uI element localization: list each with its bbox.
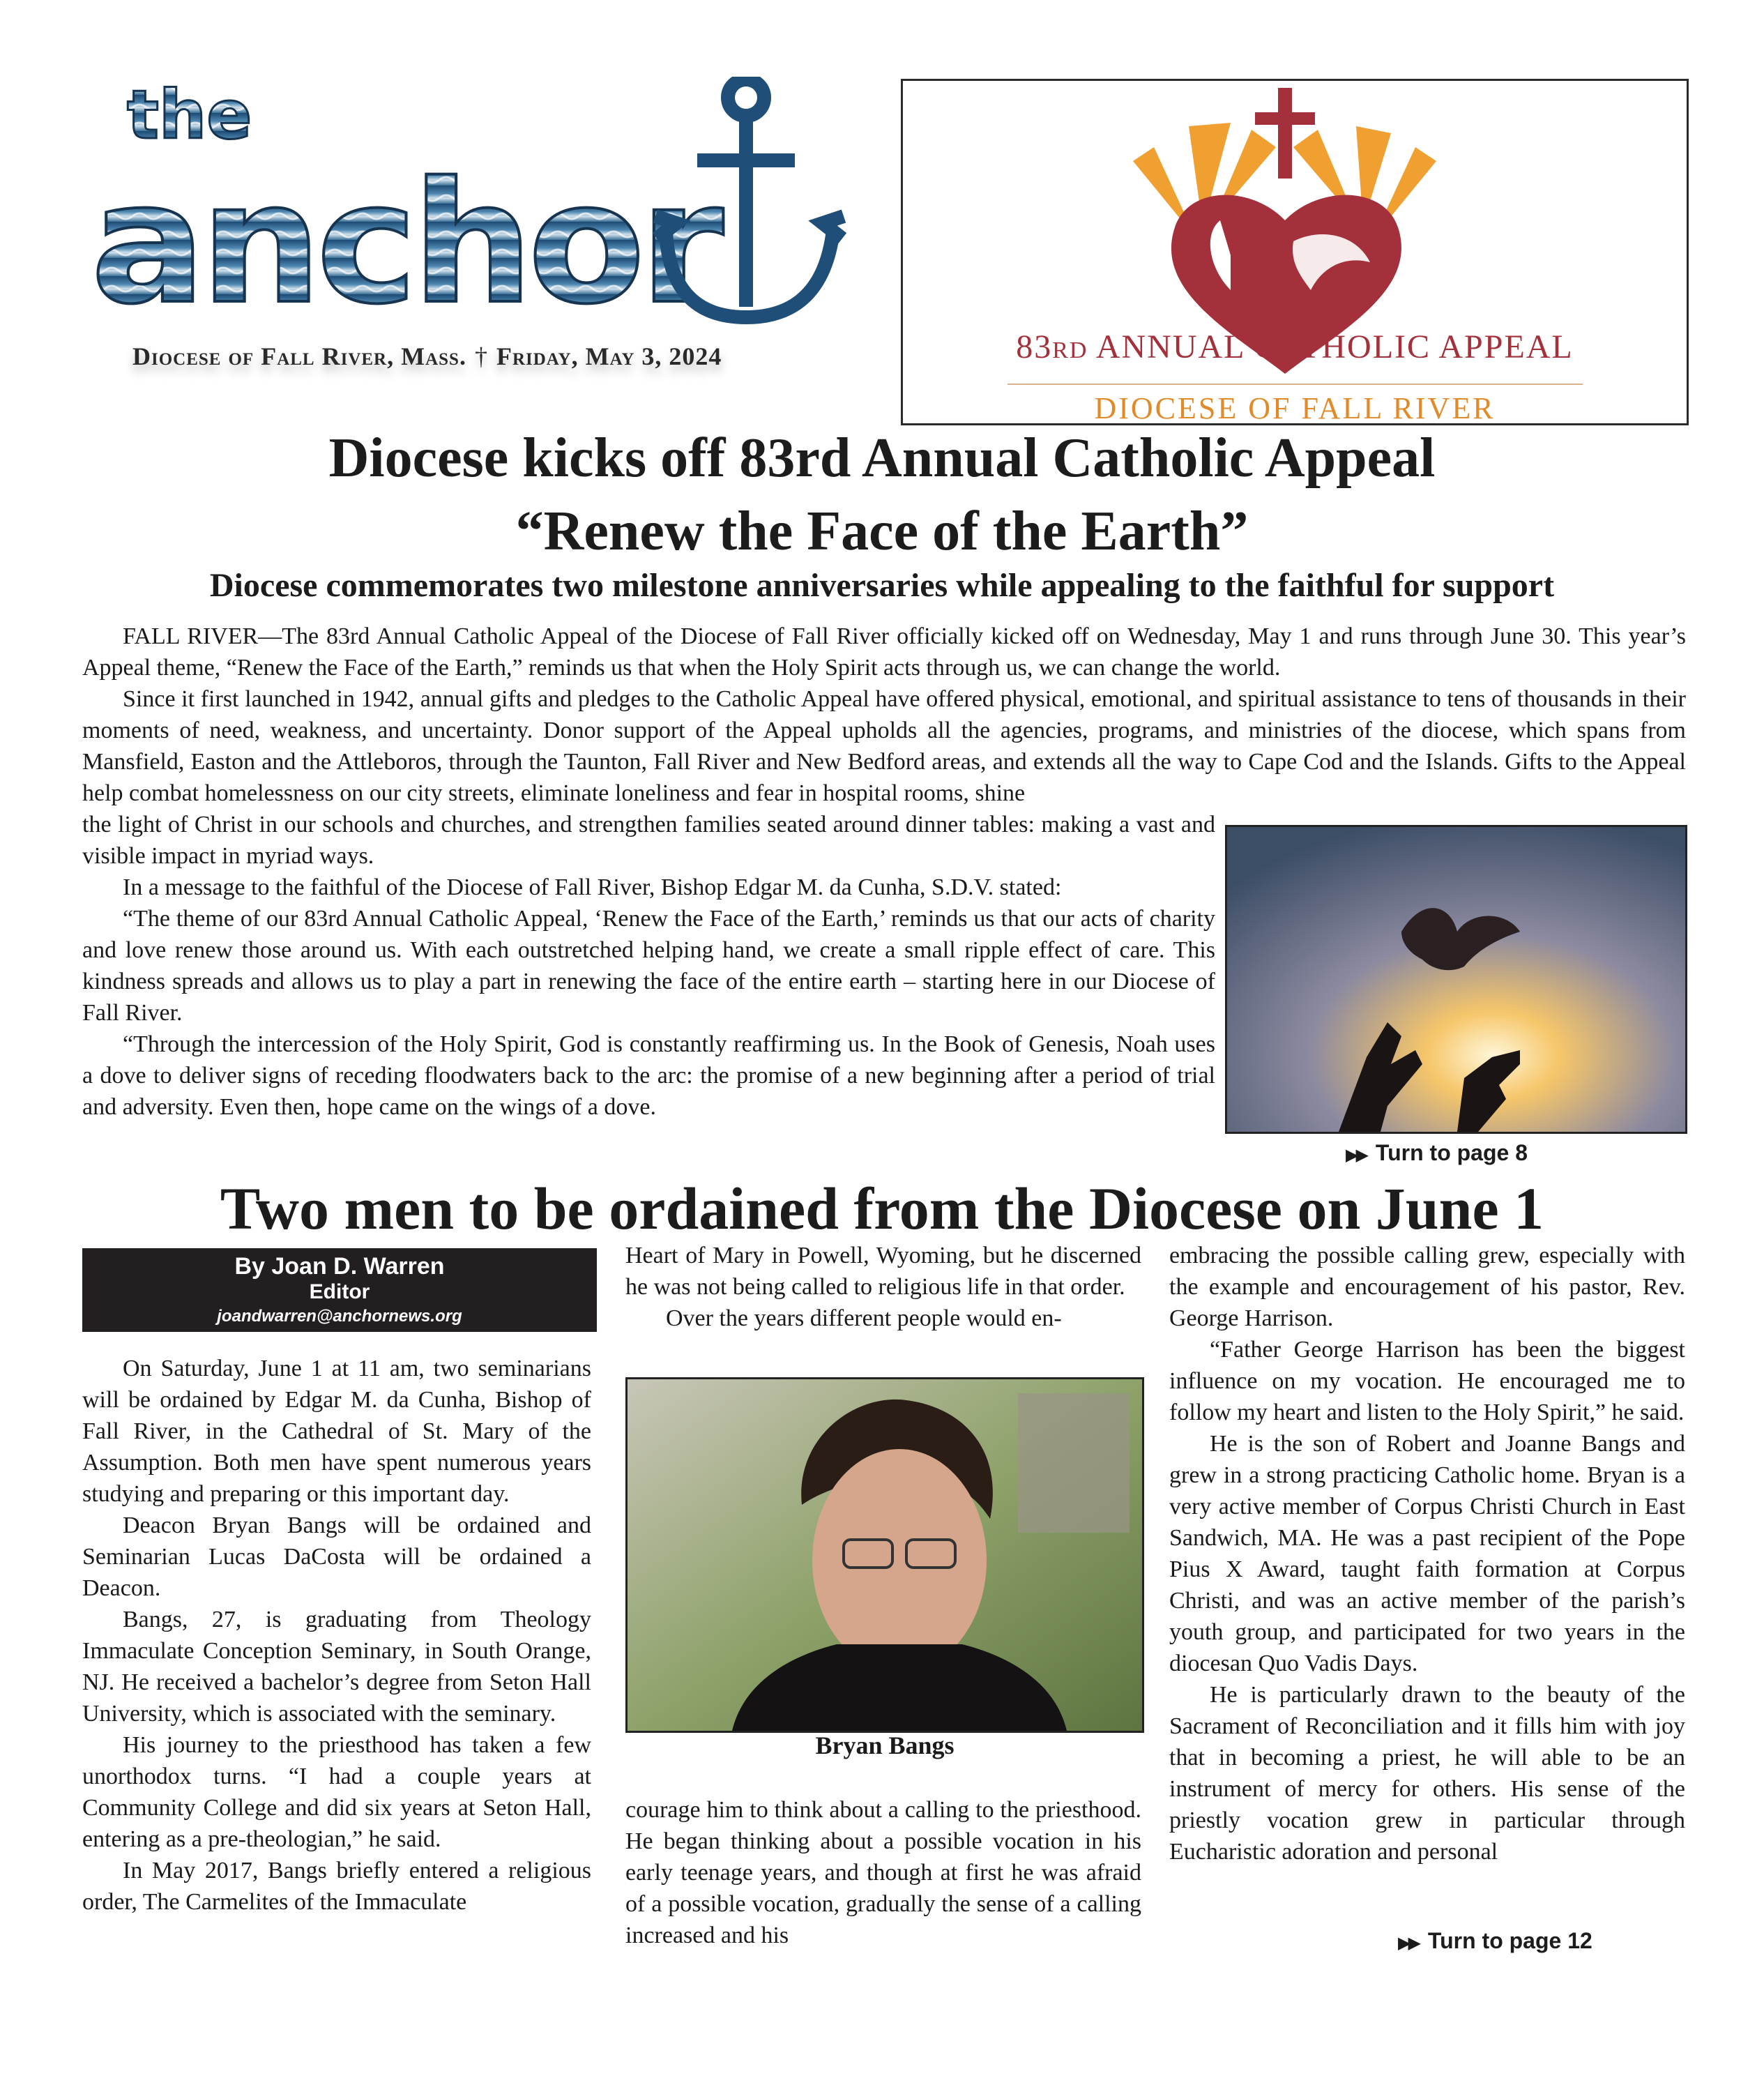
appeal-title [901,328,1689,366]
appeal-title-text: ANNUAL CATHOLIC APPEAL [1095,328,1574,365]
story2-paragraph: His journey to the priesthood has taken a few unorthodox turns. “I had a couple years at Community College and did six years at Seton Hall, entering as a pre-theologian,” he said. [82,1732,591,1852]
story2-paragraph: Over the years different people would en- [666,1305,1062,1331]
byline-author: By Joan D. Warren [234,1253,445,1280]
story2-paragraph: On Saturday, June 1 at 11 am, two seminarians will be ordained by Edgar M. da Cunha, Bishop of Fall River, in the Cathedral of St. Mary of the Assumption. Both men have spent numerous years studying and preparing or this important day. [82,1356,591,1507]
masthead-anchor: anchor [91,146,724,341]
cross-icon [1255,88,1315,179]
byline-box [82,1248,597,1332]
story1-body-full-width [82,621,1686,809]
double-arrow-icon: ▶▶ [1346,1146,1366,1165]
dateline-date: Friday, May 3, 2024 [496,342,722,370]
story2-paragraph: embracing the possible calling grew, especially with the example and encouragement of his pastor, Rev. George Harrison. [1169,1243,1685,1331]
story2-column-1 [82,1353,591,1918]
byline-role: Editor [309,1280,370,1303]
story2-column-2-top [625,1240,1141,1334]
bryan-bangs-photo [625,1377,1144,1733]
turn-to-page-12-link[interactable] [1398,1928,1592,1954]
story1-paragraph: FALL RIVER—The 83rd Annual Catholic Appeal of the Diocese of Fall River officially kicked off on Wednesday, May 1 and runs through June 30. This year’s Appeal theme, “Renew the Face of the Earth,” reminds us that when the Holy Spirit acts through us, we can change the world. [82,623,1686,681]
photo-caption: Bryan Bangs [815,1731,955,1759]
story1-paragraph: the light of Christ in our schools and churches, and strengthen families seated around dinner tables: making a vast and visible impact in myriad ways. [82,812,1215,869]
story1-headline: Diocese kicks off 83rd Annual Catholic Appeal [328,427,1436,489]
story2-paragraph: In May 2017, Bangs briefly entered a religious order, The Carmelites of the Immaculate [82,1858,591,1915]
story2-column-2-bottom [625,1794,1141,1951]
story2-paragraph: “Father George Harrison has been the biggest influence on my vocation. He encouraged me to follow my heart and listen to the Holy Spirit,” he said. [1169,1337,1685,1425]
story2-column-3 [1169,1240,1685,1867]
turn-to-page-8-label: Turn to page 8 [1375,1140,1528,1165]
story2-paragraph: He is the son of Robert and Joanne Bangs and grew in a strong practicing Catholic home. Bryan is a very active member of Corpus Christi Church in East Sandwich, MA. He was a past recipient of the Pope Pius X Award, taught faith formation at Corpus Christi, and was an active member of the parish’s youth group, and participated for two years in the diocesan Quo Vadis Days. [1169,1431,1685,1676]
dove-photo [1225,825,1687,1134]
story2-paragraph: Bangs, 27, is graduating from Theology Immaculate Conception Seminary, in South Orange, NJ. He received a bachelor’s degree from Seton Hall University, which is associated with the seminary. [82,1607,591,1727]
story2-paragraph: He is particularly drawn to the beauty of the Sacrament of Reconciliation and it fills him with joy that in becoming a priest, he will able to be an instrument of mercy for others. His sense of the priestly vocation grew in particular through Eucharistic adoration and personal [1169,1682,1685,1865]
story1-deck: Diocese commemorates two milestone anniversaries while appealing to the faithful for support [209,567,1555,604]
story1-paragraph: In a message to the faithful of the Diocese of Fall River, Bishop Edgar M. da Cunha, S.D.V. stated: [123,874,1062,900]
story1-paragraph: “Through the intercession of the Holy Spirit, God is constantly reaffirming us. In the Book of Genesis, Noah uses a dove to deliver signs of receding floodwaters back to the arc: the promise of a new beginning after a period of trial and adversity. Even then, hope came on the wings of a dove. [82,1031,1215,1120]
appeal-ordinal-suffix: RD [1052,338,1088,363]
appeal-emblem [903,81,1687,423]
appeal-subtitle: DIOCESE OF FALL RIVER [1094,391,1496,425]
appeal-logo-box [901,79,1689,425]
byline-email[interactable]: joandwarren@anchornews.org [217,1307,462,1326]
appeal-divider [1008,384,1583,385]
double-arrow-icon: ▶▶ [1398,1934,1418,1953]
story2-paragraph: courage him to think about a calling to the priesthood. He began thinking about a possible vocation in his early teenage years, and though at first he was afraid of a possible vocation, gradually the sense of a calling increased and his [625,1797,1141,1948]
story1-headline-theme: “Renew the Face of the Earth” [515,501,1249,562]
dateline [132,342,722,371]
story1-body-wrapped [82,809,1215,1123]
turn-to-page-8-link[interactable] [1346,1140,1528,1166]
story2-paragraph: Heart of Mary in Powell, Wyoming, but he discerned he was not being called to religious life in that order. [625,1243,1141,1300]
story2-paragraph: Deacon Bryan Bangs will be ordained and Seminarian Lucas DaCosta will be ordained a Deacon. [82,1512,591,1601]
turn-to-page-12-label: Turn to page 12 [1427,1928,1592,1953]
story2-headline: Two men to be ordained from the Diocese on June 1 [220,1175,1544,1242]
appeal-ordinal: 83 [1016,328,1053,365]
story1-paragraph: Since it first launched in 1942, annual gifts and pledges to the Catholic Appeal have offered physical, emotional, and spiritual assistance to tens of thousands in their moments of need, weakness, and uncertainty. Donor support of the Appeal upholds all the agencies, programs, and ministries of the diocese, which spans from Mansfield, Easton and the Attleboros, through the Taunton, Fall River and New Bedford areas, and extends all the way to Cape Cod and the Islands. Gifts to the Appeal help combat homelessness on our city streets, eliminate loneliness and fear in hospital rooms, shine [82,686,1686,806]
story1-paragraph: “The theme of our 83rd Annual Catholic Appeal, ‘Renew the Face of the Earth,’ reminds us that our acts of charity and love renew those around us. With each outstretched helping hand, we create a small ripple effect of care. This kindness spreads and allows us to play a part in renewing the face of the entire earth – starting here in our Diocese of Fall River. [82,906,1215,1026]
portrait-face [812,1449,987,1672]
dateline-diocese: Diocese of Fall River, Mass. [132,342,466,370]
masthead-the: the [127,77,252,154]
cross-separator: † [474,342,488,370]
